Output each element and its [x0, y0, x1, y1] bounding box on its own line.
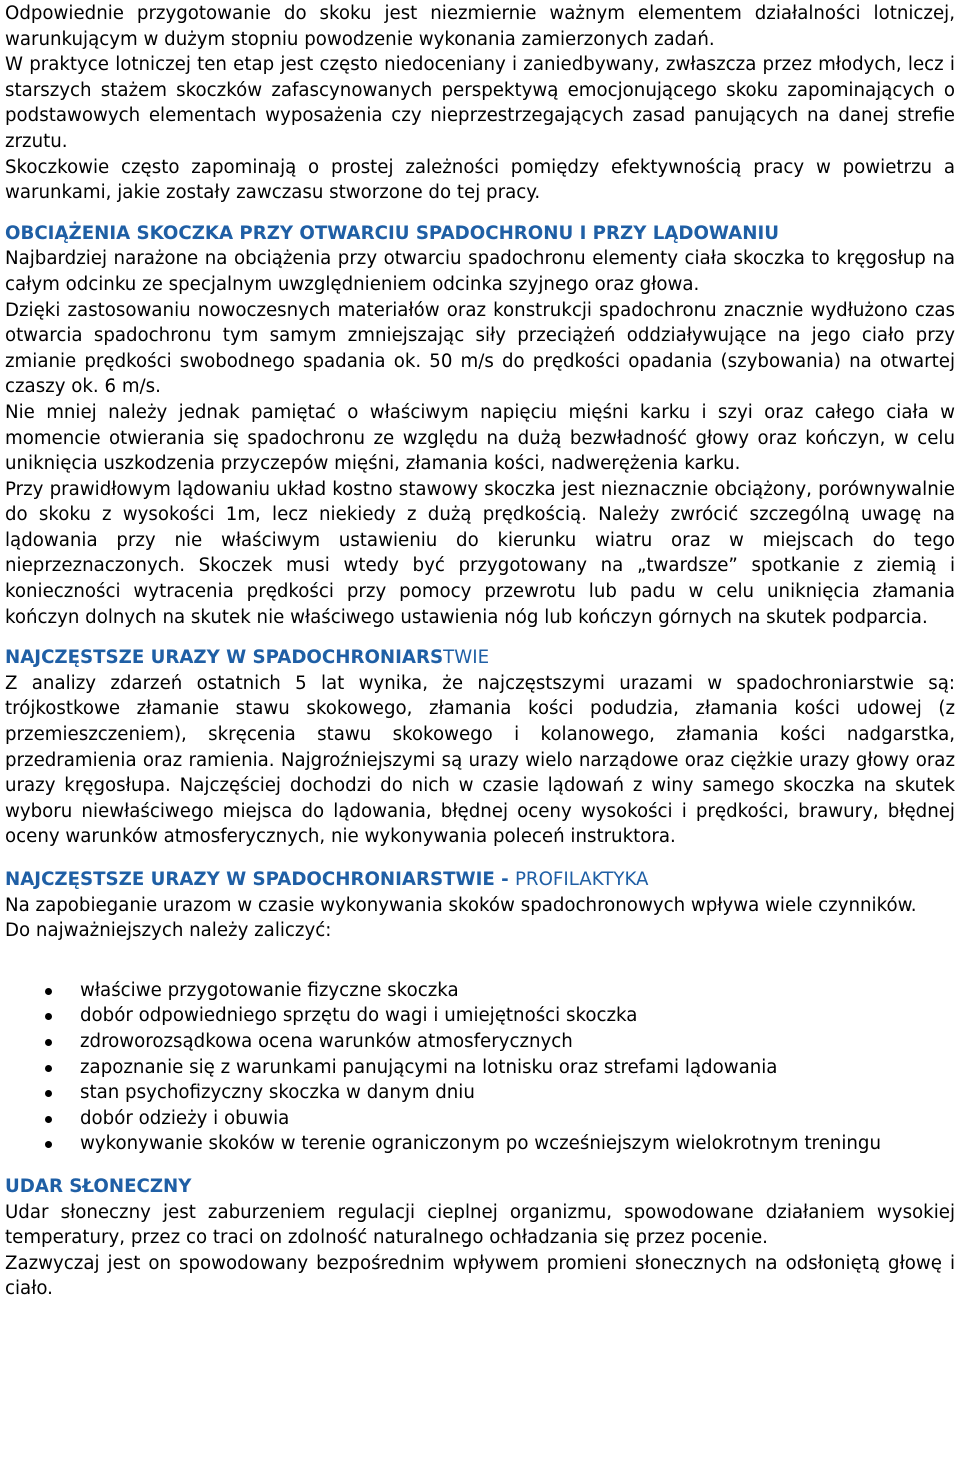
list-item: [5, 1131, 955, 1157]
bullet-icon: [45, 1141, 52, 1148]
intro-paragraph-1: Odpowiednie przygotowanie do skoku jest niezmiernie ważnym elementem działalności lotniczej, warunkującym w dużym stopniu powodzenie wykonania zamierzonych zadań.: [5, 3, 955, 50]
bullet-icon: [45, 1065, 52, 1072]
prevention-paragraph-1: Na zapobieganie urazom w czasie wykonywania skoków spadochronowych wpływa wiele czynników.: [5, 894, 917, 916]
list-item-text: stan psychofizyczny skoczka w danym dniu: [80, 1082, 475, 1104]
loads-paragraph-4: Przy prawidłowym lądowaniu układ kostno stawowy skoczka jest nieznacznie obciążony, porównywalnie do skoku z wysokości 1m, lecz niekiedy z dużą prędkością. Należy zwrócić szczególną uwagę na lądowania przy nie właściwym ustawieniu do kierunku wiatru oraz w miejscach do tego nieprzeznaczonych. Skoczek musi wtedy być przygotowany na „twardsze” spotkanie z ziemią i konieczności wytracenia prędkości przy pomocy przewrotu lub padu w celu uniknięcia złamania kończyn dolnych na skutek nie właściwego ustawienia nóg lub kończyn górnych na skutek podparcia.: [5, 478, 955, 628]
list-item-text: zdroworozsądkowa ocena warunków atmosferycznych: [80, 1030, 573, 1052]
section-heading-loads: OBCIĄŻENIA SKOCZKA PRZY OTWARCIU SPADOCHRONU I PRZY LĄDOWANIU: [5, 222, 779, 244]
list-item-text: dobór odpowiedniego sprzętu do wagi i umiejętności skoczka: [80, 1005, 638, 1027]
list-item: [5, 1106, 955, 1132]
prevention-heading-main: NAJCZĘSTSZE URAZY W SPADOCHRONIARSTWIE -: [5, 869, 515, 890]
loads-paragraph-1: Najbardziej narażone na obciążenia przy otwarciu spadochronu elementy ciała skoczka to kręgosłup na całym odcinku ze specjalnym uwzględnieniem odcinka szyjnego oraz głowa.: [5, 248, 955, 295]
intro-paragraph-2: W praktyce lotniczej ten etap jest często niedoceniany i zaniedbywany, zwłaszcza przez młodych, lecz i starszych stażem skoczków zafascynowanych perspektywą emocjonującego skoku zapominających o podstawowych elementach wyposażenia czy nieprzestrzegających zasad panujących na danej strefie zrzutu.: [5, 54, 955, 152]
section-heading-prevention: [5, 867, 955, 893]
loads-paragraph-2: Dzięki zastosowaniu nowoczesnych materiałów oraz konstrukcji spadochronu znacznie wydłużono czas otwarcia spadochronu tym samym zmniejszając siły przeciążeń oddziaływujące na jego ciało przy zmianie prędkości swobodnego spadania ok. 50 m/s do prędkości opadania (szybowania) na otwartej czaszy ok. 6 m/s.: [5, 299, 955, 398]
bullet-icon: [45, 1039, 52, 1046]
prevention-paragraph-2: Do najważniejszych należy zaliczyć:: [5, 920, 332, 942]
section-heading-sunstroke: UDAR SŁONECZNY: [5, 1175, 192, 1197]
prevention-list: [5, 978, 955, 1157]
list-item: [5, 1080, 955, 1106]
list-item: [5, 1055, 955, 1081]
list-item: [5, 1029, 955, 1055]
list-item-text: wykonywanie skoków w terenie ograniczonym po wcześniejszym wielokrotnym treningu: [80, 1133, 881, 1155]
intro-paragraph-3: Skoczkowie często zapominają o prostej zależności pomiędzy efektywnością pracy w powietrzu a warunkami, jakie zostały zawczasu stworzone do tej pracy.: [5, 156, 955, 204]
injuries-heading-tail: TWIE: [443, 647, 490, 669]
loads-paragraph-3: Nie mniej należy jednak pamiętać o właściwym napięciu mięśni karku i szyi oraz całego ciała w momencie otwierania się spadochronu ze względu na dużą bezwładność głowy oraz kończyn, w celu uniknięcia uszkodzenia przyczepów mięśni, złamania kości, nadwerężenia karku.: [5, 401, 955, 475]
list-item: [5, 978, 955, 1004]
bullet-icon: [45, 988, 52, 995]
injuries-paragraph-1: Z analizy zdarzeń ostatnich 5 lat wynika, że najczęstszymi urazami w spadochroniarstwie są: trójkostkowe złamanie stawu skokowego, złamania kości podudzia, złamania kości udowej (z przemieszczeniem), skręcenia stawu skokowego i kolanowego, złamania kości nadgarstka, przedramienia oraz ramienia. Najgroźniejszymi są urazy wielo narządowe oraz ciężkie urazy głowy oraz urazy kręgosłupa. Najczęściej dochodzi do nich w czasie lądowań z winy samego skoczka na skutek wyboru niewłaściwego miejsca do lądowania, błędnej oceny wysokości i prędkości, brawury, błędnej oceny warunków atmosferycznych, nie wykonywania poleceń instruktora.: [5, 672, 955, 848]
list-item: [5, 1003, 955, 1029]
bullet-icon: [45, 1013, 52, 1020]
list-item-text: dobór odzieży i obuwia: [80, 1107, 290, 1129]
list-item-text: zapoznanie się z warunkami panującymi na lotnisku oraz strefami lądowania: [80, 1056, 778, 1078]
bullet-icon: [45, 1090, 52, 1097]
list-item-text: właściwe przygotowanie fizyczne skoczka: [80, 979, 459, 1001]
injuries-heading-main: NAJCZĘSTSZE URAZY W SPADOCHRONIARS: [5, 647, 444, 669]
sunstroke-paragraph-1: Udar słoneczny jest zaburzeniem regulacji cieplnej organizmu, spowodowane działaniem wysokiej temperatury, przez co traci on zdolność naturalnego ochładzania się przez pocenie.: [5, 1201, 955, 1249]
section-heading-injuries: [5, 645, 955, 671]
prevention-heading-tail: PROFILAKTYKA: [514, 869, 649, 890]
sunstroke-paragraph-2: Zazwyczaj jest on spowodowany bezpośrednim wpływem promieni słonecznych na odsłoniętą głowę i ciało.: [5, 1252, 955, 1300]
bullet-icon: [45, 1116, 52, 1123]
